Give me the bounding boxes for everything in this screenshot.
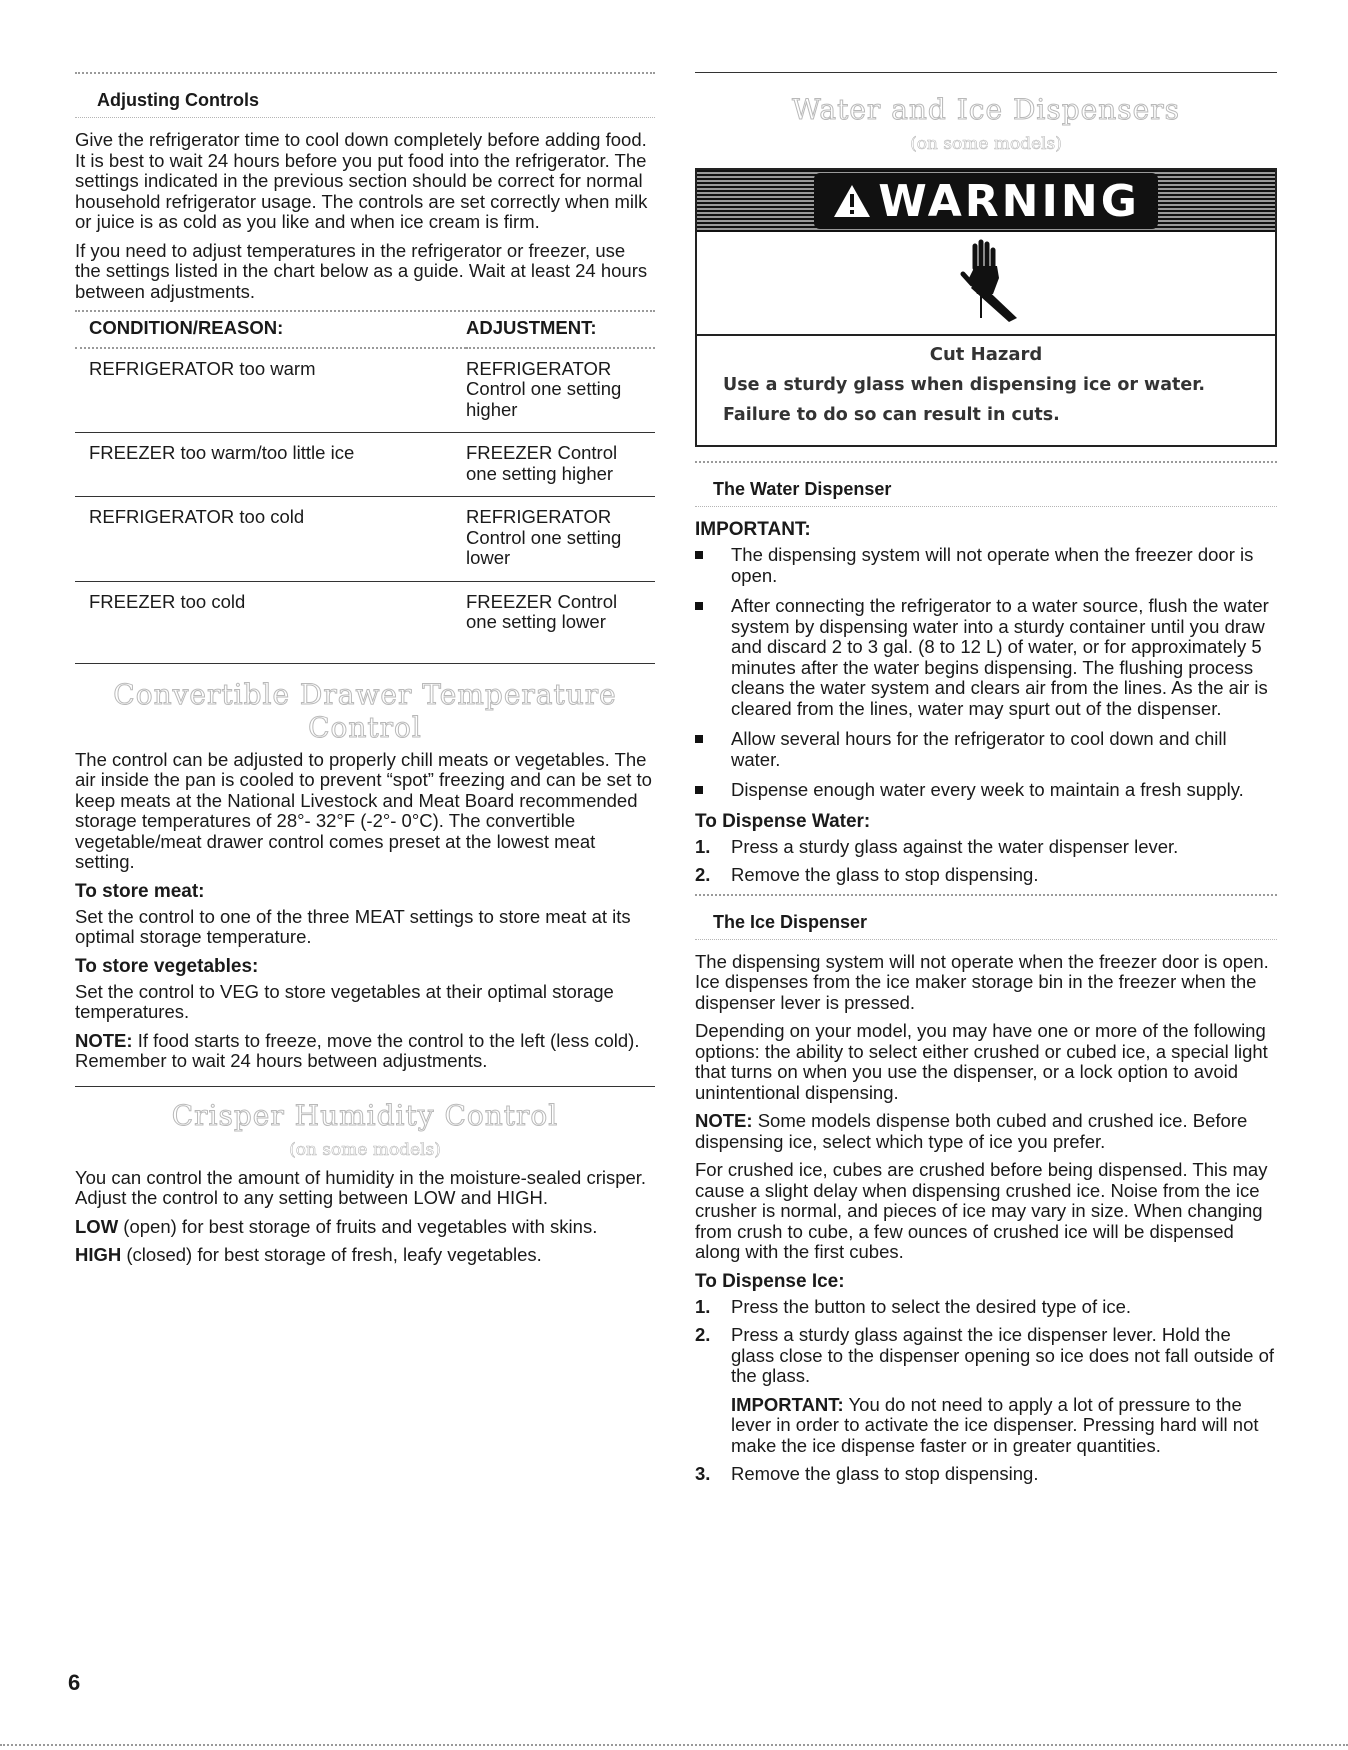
- warning-line: Use a sturdy glass when dispensing ice or water.: [723, 375, 1206, 395]
- warning-triangle-icon: [832, 183, 872, 219]
- divider: [695, 72, 1277, 73]
- table-header-row: [75, 312, 655, 348]
- note-text: Some models dispense both cubed and crushed ice. Before dispensing ice, select which type of ice you prefer.: [695, 1110, 1248, 1152]
- ice-steps: [695, 1297, 1277, 1485]
- note-paragraph: [75, 1031, 655, 1072]
- list-item: [695, 1464, 1277, 1485]
- low-paragraph: [75, 1217, 655, 1238]
- step-number: 1.: [695, 835, 711, 857]
- table-row: [75, 581, 655, 663]
- crisper-section-subtitle: (on some models): [289, 1139, 441, 1160]
- hazard-title: Cut Hazard: [929, 344, 1043, 365]
- note-text: If food starts to freeze, move the control to the left (less cold). Remember to wait 24 hours between adjustments.: [75, 1029, 640, 1071]
- dispensers-section-subtitle: (on some models): [910, 134, 1062, 154]
- low-label: LOW: [75, 1215, 119, 1237]
- warning-box: [695, 168, 1277, 447]
- warning-banner: [697, 170, 1275, 232]
- table-cell: REFRIGERATOR too warm: [75, 348, 466, 433]
- list-item-text: After connecting the refrigerator to a water source, flush the water system by dispensing water into a sturdy container until you draw and discard 2 to 3 gal. (8 to 12 L) of water, or for approximately 5 minutes after the water begins dispensing. The flushing process cleans the water system and clears air from the lines. As the air is cleared from the lines, water may spurt out of the dispenser.: [731, 595, 1269, 719]
- list-item: [695, 545, 1277, 586]
- important-text: You do not need to apply a lot of pressure to the lever in order to activate the ice dispenser. Pressing hard will not make the ice dispense faster or in greater quantities.: [731, 1393, 1259, 1456]
- divider: [695, 506, 1277, 507]
- paragraph: The dispensing system will not operate when the freezer door is open. Ice dispenses from the ice maker storage bin in the freezer when the dispenser lever is pressed.: [695, 950, 1269, 1013]
- list-item-text: Allow several hours for the refrigerator to cool down and chill water.: [731, 728, 1227, 770]
- water-dispenser-header: [695, 461, 1277, 507]
- important-note: [731, 1395, 1277, 1457]
- step-number: 1.: [695, 1295, 711, 1317]
- page-number: 6: [68, 1670, 81, 1695]
- divider: [75, 1086, 655, 1087]
- low-text: (open) for best storage of fruits and vegetables with skins.: [118, 1215, 598, 1237]
- table-cell: FREEZER too warm/too little ice: [75, 433, 466, 497]
- left-column: [75, 72, 655, 1274]
- warning-line: Failure to do so can result in cuts.: [723, 405, 1060, 425]
- paragraph: Give the refrigerator time to cool down completely before adding food. It is best to wait 24 hours before you put food into the refrigerator. The settings indicated in the previous section should be correct for normal household refrigerator usage. The controls are set correctly when milk or juice is as cold as you like and when ice cream is firm.: [75, 129, 648, 232]
- list-item: [695, 729, 1277, 770]
- important-label: IMPORTANT:: [731, 1393, 844, 1415]
- water-steps: [695, 837, 1277, 886]
- note-paragraph: [695, 1111, 1277, 1152]
- table-cell: REFRIGERATOR too cold: [75, 497, 466, 582]
- adjustment-table: [75, 312, 655, 664]
- list-item: [695, 780, 1277, 801]
- high-paragraph: [75, 1245, 655, 1266]
- list-item: [695, 1325, 1277, 1456]
- column-header: CONDITION/REASON:: [89, 317, 284, 338]
- table-cell: FREEZER Control one setting lower: [466, 581, 655, 663]
- warning-label: [814, 173, 1158, 229]
- table-cell: FREEZER too cold: [75, 581, 466, 663]
- water-bullet-list: [695, 545, 1277, 801]
- paragraph: Set the control to VEG to store vegetables at their optimal storage temperatures.: [75, 980, 614, 1022]
- divider: [75, 117, 655, 118]
- step-number: 2.: [695, 1324, 711, 1345]
- paragraph: The control can be adjusted to properly chill meats or vegetables. The air inside the pan is cooled to prevent “spot” freezing and can be set to keep meats at the National Livestock and Meat Board recommended storage temperatures of 28°- 32°F (-2°- 0°C). The convertible vegetable/meat drawer control comes preset at the lowest meat setting.: [75, 748, 652, 872]
- warning-word: WARNING: [878, 175, 1140, 227]
- high-text: (closed) for best storage of fresh, leafy vegetables.: [121, 1244, 542, 1265]
- dispense-ice-heading: To Dispense Ice:: [695, 1270, 845, 1292]
- bullet-icon: [695, 602, 703, 610]
- table-row: [75, 497, 655, 582]
- cut-hazard-icon: [941, 238, 1031, 328]
- dispense-water-heading: To Dispense Water:: [695, 810, 871, 832]
- table-cell: REFRIGERATOR Control one setting lower: [466, 497, 655, 582]
- paragraph: If you need to adjust temperatures in the refrigerator or freezer, use the settings listed in the chart below as a guide. Wait at least 24 hours between adjustments.: [75, 239, 648, 302]
- bullet-icon: [695, 735, 703, 743]
- list-item: [695, 596, 1277, 719]
- high-label: HIGH: [75, 1244, 122, 1265]
- list-item-text: The dispensing system will not operate when the freezer door is open.: [731, 544, 1254, 586]
- list-item-text: Press a sturdy glass against the ice dispenser lever. Hold the glass close to the dispenser opening so ice does not fall outside of the glass.: [731, 1324, 1275, 1386]
- list-item-text: Remove the glass to stop dispensing.: [731, 1463, 1039, 1484]
- vegetables-heading: To store vegetables:: [75, 955, 259, 977]
- list-item-text: Remove the glass to stop dispensing.: [731, 864, 1039, 885]
- note-label: NOTE:: [75, 1029, 133, 1051]
- table-row: [75, 433, 655, 497]
- note-label: NOTE:: [695, 1110, 753, 1131]
- adjusting-controls-header: [75, 72, 655, 118]
- warning-text: [697, 336, 1275, 445]
- list-item-text: Dispense enough water every week to maintain a fresh supply.: [731, 779, 1244, 800]
- bullet-icon: [695, 786, 703, 794]
- ice-dispenser-header: [695, 894, 1277, 940]
- divider: [695, 939, 1277, 940]
- meat-heading: To store meat:: [75, 880, 205, 902]
- drawer-section-title: Convertible Drawer Temperature Control: [113, 677, 617, 744]
- section-title: Adjusting Controls: [97, 90, 259, 110]
- table-cell: FREEZER Control one setting higher: [466, 433, 655, 497]
- table-row: [75, 348, 655, 433]
- list-item-text: Press the button to select the desired type of ice.: [731, 1295, 1132, 1317]
- list-item: [695, 865, 1277, 886]
- important-heading: IMPORTANT:: [695, 519, 811, 540]
- bullet-icon: [695, 551, 703, 559]
- column-header: ADJUSTMENT:: [466, 317, 597, 338]
- divider: [0, 1744, 1348, 1746]
- list-item: [695, 837, 1277, 858]
- section-title: The Ice Dispenser: [713, 911, 868, 932]
- paragraph: For crushed ice, cubes are crushed before being dispensed. This may cause a slight delay when dispensing crushed ice. Noise from the ice crusher is normal, and pieces of ice may vary in size. When changing from crush to cube, a few ounces of crushed ice will be dispensed along with the first cubes.: [695, 1159, 1268, 1262]
- crisper-section-title: Crisper Humidity Control: [171, 1098, 559, 1132]
- paragraph: Depending on your model, you may have one or more of the following options: the ability to select either crushed or cubed ice, a special light that turns on when you use the dispenser, or a lock option to avoid unintentional dispensing.: [695, 1020, 1268, 1103]
- hazard-icon-area: [697, 232, 1275, 336]
- dispensers-section-title: Water and Ice Dispensers: [792, 93, 1180, 126]
- list-item: [695, 1297, 1277, 1318]
- paragraph: Set the control to one of the three MEAT settings to store meat at its optimal storage temperature.: [75, 905, 631, 947]
- table-cell: REFRIGERATOR Control one setting higher: [466, 348, 655, 433]
- step-number: 2.: [695, 864, 711, 885]
- section-title: The Water Dispenser: [713, 479, 892, 499]
- paragraph: You can control the amount of humidity in the moisture-sealed crisper. Adjust the control to any setting between LOW and HIGH.: [75, 1166, 647, 1208]
- step-number: 3.: [695, 1463, 711, 1484]
- list-item-text: Press a sturdy glass against the water dispenser lever.: [731, 835, 1179, 857]
- right-column: [695, 72, 1277, 1493]
